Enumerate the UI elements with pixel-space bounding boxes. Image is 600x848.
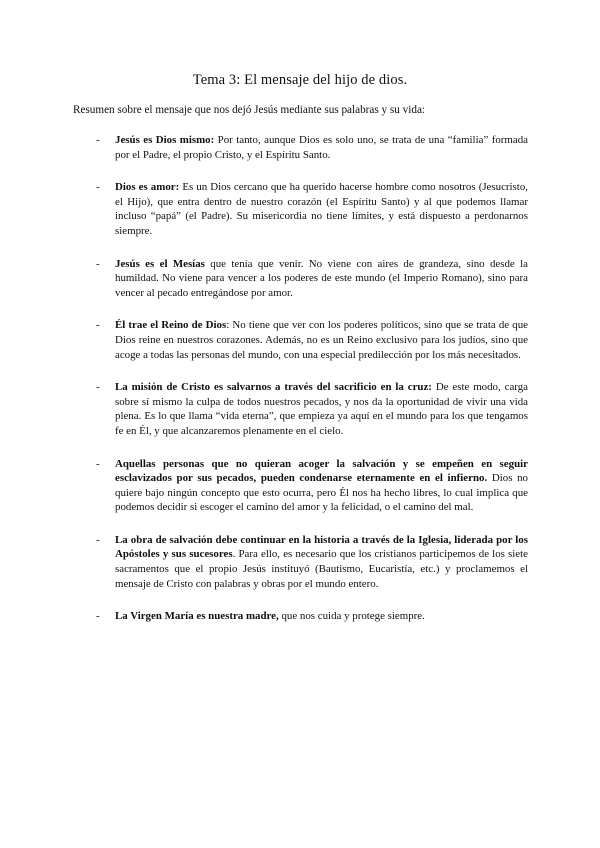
item-bold-lead: La Virgen María es nuestra madre, — [115, 610, 279, 623]
item-bold-lead: Jesús es el Mesías — [115, 257, 205, 270]
item-text: Dios no quiere bajo ningún concepto que esto ocurra, pero Él nos ha hecho libres, lo cual implica que podemos decidir si escoger el camino del amor y la felicidad, o el camino del mal. — [115, 472, 528, 514]
item-text: : No tiene que ver con los poderes políticos, sino que se trata de que Dios reine en nuestros corazones. Además, no es un Reino exclusivo para los judíos, sino que acoge a todas las personas del mundo, con una especial predilección por los más necesitados. — [115, 319, 528, 361]
item-bold-lead: Aquellas personas que no quieran acoger la salvación y se empeñen en seguir esclavizados por sus pecados, pueden condenarse eternamente en el infierno. — [115, 457, 528, 485]
list-item — [96, 609, 528, 624]
list-item — [96, 533, 528, 591]
intro-paragraph: Resumen sobre el mensaje que nos dejó Jesús mediante sus palabras y su vida: — [73, 104, 426, 116]
list-item — [96, 380, 528, 438]
bullet-dash: - — [96, 134, 100, 146]
list-item — [96, 180, 528, 238]
item-text: que tenía que venir. No viene con aires de grandeza, sino desde la humildad. No viene para vencer a los poderes de este mundo (el Imperio Romano), sino para vencer al pecado entregándose por amor. — [115, 257, 528, 299]
item-bold-lead: Jesús es Dios mismo: — [115, 134, 215, 146]
list-item — [96, 257, 528, 301]
item-text: Por tanto, aunque Dios es solo uno, se trata de una “familia” formada por el Padre, el propio Cristo, y el Espíritu Santo. — [115, 134, 528, 161]
list-item — [96, 318, 528, 362]
bullet-dash: - — [96, 181, 100, 194]
item-bold-lead: La obra de salvación debe continuar en la historia a través de la Iglesia, liderada por los Apóstoles y sus sucesores — [115, 533, 528, 561]
bullet-dash: - — [96, 610, 100, 623]
item-text: De este modo, carga sobre sí mismo la culpa de todos nuestros pecados, y nos da la oportunidad de vivir una vida plena. Es lo que llama “vida eterna”, que empieza ya aquí en el mundo para los que tengamos fe en Él, y que alcanzaremos plenamente en el cielo. — [115, 381, 528, 437]
page-title: Tema 3: El mensaje del hijo de dios. — [192, 72, 408, 88]
summary-list — [96, 133, 528, 642]
bullet-dash: - — [96, 533, 100, 546]
bullet-dash: - — [96, 381, 100, 394]
list-item — [96, 133, 528, 162]
bullet-dash: - — [96, 257, 100, 270]
item-bold-lead: La misión de Cristo es salvarnos a través del sacrificio en la cruz: — [115, 381, 432, 394]
bullet-dash: - — [96, 319, 100, 332]
bullet-dash: - — [96, 457, 100, 470]
list-item — [96, 457, 528, 515]
item-bold-lead: Dios es amor: — [115, 181, 180, 194]
item-text: . Para ello, es necesario que los cristianos participemos de los siete sacramentos que el propio Jesús instituyó (Bautismo, Eucaristía, etc.) y proclamemos el mensaje de Cristo con palabras y obras por el mundo entero. — [115, 548, 529, 590]
item-bold-lead: Él trae el Reino de Dios — [115, 319, 227, 332]
item-text: que nos cuida y protege siempre. — [278, 610, 425, 623]
item-text: Es un Dios cercano que ha querido hacerse hombre como nosotros (Jesucristo, el Hijo), que entra dentro de nuestro corazón (el Espíritu Santo) y al que podemos llamar incluso “papá” (el Padre). Su misericordia no tiene límites, y está dispuesto a perdonarnos siempre. — [115, 181, 528, 237]
